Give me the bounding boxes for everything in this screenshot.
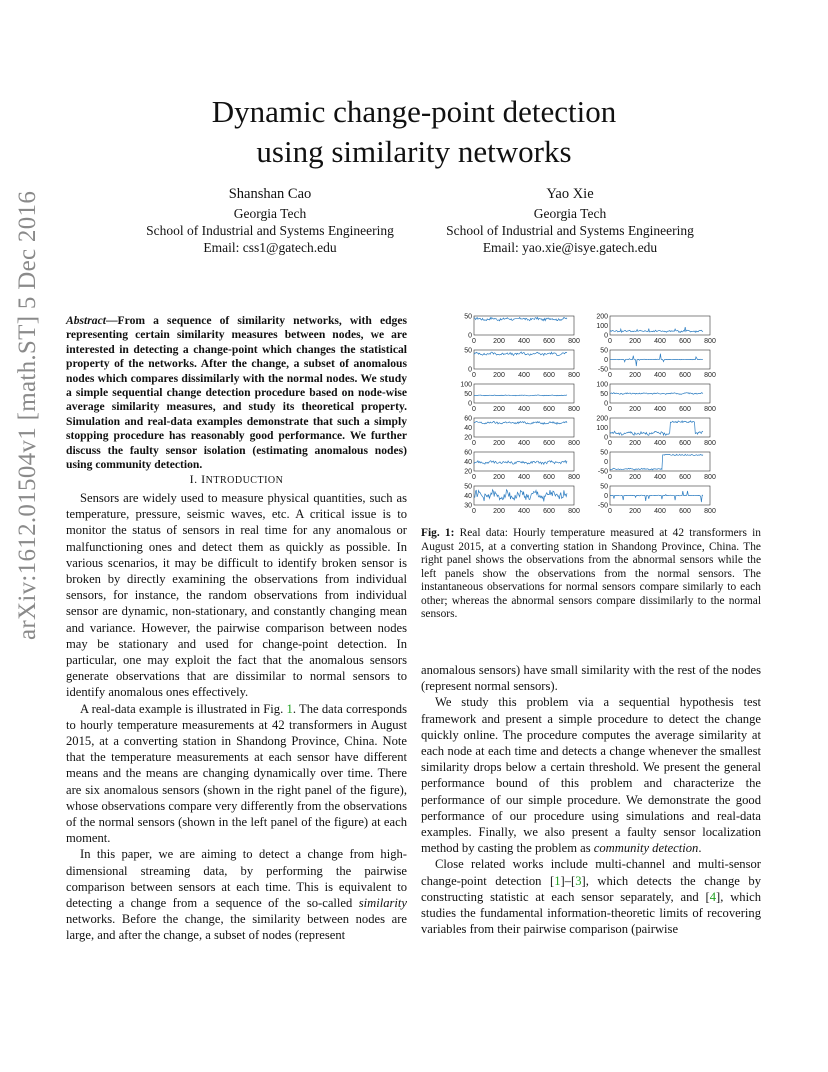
paragraph: A real-data example is illustrated in Fig. 1. The data corresponds to hourly temperature measurements at 42 transformers in August 2015, at a converting station in Shandong Province, China. Note that the temperature measurements at each sensor have different means and the means are changing dynamically over time. There are six anomalous sensors (shown in the right panel of the figure), whose observations compare very differently from the observations of the normal sensors (shown in the left panel of the figure) at each moment.	[66, 701, 407, 846]
y-tick-label: 40	[464, 458, 472, 466]
x-tick-label: 600	[543, 440, 555, 447]
x-tick-label: 600	[679, 372, 691, 379]
panel-axes	[474, 418, 574, 437]
author-email: Email: css1@gatech.edu	[203, 240, 337, 255]
x-tick-label: 400	[518, 406, 530, 413]
x-tick-label: 600	[679, 508, 691, 515]
y-tick-label: 60	[464, 449, 472, 457]
x-tick-label: 200	[629, 338, 641, 345]
x-tick-label: 200	[493, 372, 505, 379]
x-tick-label: 0	[472, 474, 476, 481]
x-tick-label: 200	[493, 440, 505, 447]
series-line	[474, 395, 567, 396]
series-line	[474, 421, 567, 424]
title-line-2: using similarity networks	[256, 134, 572, 169]
caption-label: Fig. 1:	[421, 527, 455, 539]
x-tick-label: 0	[608, 372, 612, 379]
title-line-1: Dynamic change-point detection	[211, 94, 617, 129]
x-tick-label: 400	[654, 440, 666, 447]
y-tick-label: 0	[604, 400, 608, 408]
author-department: School of Industrial and Systems Engineering	[446, 223, 694, 238]
x-tick-label: 0	[608, 440, 612, 447]
x-tick-label: 0	[608, 508, 612, 515]
x-tick-label: 800	[704, 474, 716, 481]
panel-axes	[474, 452, 574, 471]
series-line	[474, 461, 567, 465]
panel-axes	[474, 384, 574, 403]
x-tick-label: 0	[608, 406, 612, 413]
citation-link[interactable]: 1	[554, 873, 561, 888]
author-email: Email: yao.xie@isye.gatech.edu	[482, 240, 658, 255]
x-tick-label: 600	[543, 508, 555, 515]
x-tick-label: 600	[543, 372, 555, 379]
y-tick-label: 0	[604, 356, 608, 364]
y-tick-label: 30	[464, 502, 472, 510]
section-heading: I. INTRODUCTION	[189, 472, 284, 486]
y-tick-label: -50	[597, 468, 608, 476]
y-tick-label: 50	[464, 347, 472, 355]
x-tick-label: 800	[704, 508, 716, 515]
series-line	[474, 317, 567, 320]
x-tick-label: 0	[472, 406, 476, 413]
y-tick-label: -50	[597, 502, 608, 510]
y-tick-label: 0	[604, 332, 608, 340]
author-block-2	[430, 186, 710, 256]
y-tick-label: 100	[596, 424, 608, 432]
x-tick-label: 800	[704, 338, 716, 345]
x-tick-label: 0	[608, 474, 612, 481]
paragraph: We study this problem via a sequential hypothesis test framework and present a simple procedure to detect the change quickly online. The procedure computes the average similarity at each node at each time and detects a change whenever the smallest similarity drops below a certain threshold. We present the general performance bound of this problem and characterize the performance of our simple procedure. We demonstrate the good performance of our procedure using simulations and real-data examples. Finally, we also present a faulty sensor localization method by casting the problem as community detection.	[421, 695, 761, 856]
x-tick-label: 800	[568, 440, 580, 447]
y-tick-label: 50	[464, 313, 472, 321]
y-tick-label: -50	[597, 366, 608, 374]
x-tick-label: 0	[472, 372, 476, 379]
x-tick-label: 200	[629, 474, 641, 481]
paragraph: In this paper, we are aiming to detect a change from high-dimensional streaming data, by performing the pairwise comparison between sensors at each time. This is equivalent to detecting a change from a sequence of the so-called similarity networks. Before the change, the similarity between nodes are large, and after the change, a subset of nodes (represent	[66, 847, 407, 943]
y-tick-label: 0	[604, 492, 608, 500]
x-tick-label: 400	[518, 508, 530, 515]
y-tick-label: 20	[464, 468, 472, 476]
author-block-1	[110, 186, 430, 256]
author-name: Shanshan Cao	[228, 186, 312, 202]
x-tick-label: 400	[518, 440, 530, 447]
y-tick-label: 200	[596, 415, 608, 423]
x-tick-label: 400	[654, 406, 666, 413]
x-tick-label: 800	[568, 406, 580, 413]
x-tick-label: 600	[679, 440, 691, 447]
x-tick-label: 200	[493, 508, 505, 515]
y-tick-label: 40	[464, 424, 472, 432]
y-tick-label: 0	[604, 434, 608, 442]
abstract	[66, 314, 407, 472]
x-tick-label: 800	[568, 474, 580, 481]
y-tick-label: 20	[464, 434, 472, 442]
figure-1	[452, 312, 772, 522]
series-line	[474, 490, 567, 502]
paragraph: Close related works include multi-channel and multi-sensor change-point detection [1]–[3], which detects the change by constructing statistic at each sensor separately, and [4], which studies the fundamental information-theoretic limits of recovering variables from their pairwise comparison (pairwise	[421, 857, 762, 937]
x-tick-label: 200	[629, 372, 641, 379]
series-line	[610, 454, 703, 470]
x-tick-label: 200	[493, 474, 505, 481]
x-tick-label: 0	[472, 338, 476, 345]
x-tick-label: 0	[472, 508, 476, 515]
x-tick-label: 400	[654, 338, 666, 345]
y-tick-label: 0	[604, 458, 608, 466]
x-tick-label: 800	[568, 372, 580, 379]
x-tick-label: 400	[654, 372, 666, 379]
abstract-label: Abstract	[66, 314, 106, 327]
series-line	[610, 354, 703, 366]
x-tick-label: 600	[679, 406, 691, 413]
y-tick-label: 50	[464, 390, 472, 398]
series-line	[610, 327, 703, 332]
y-tick-label: 100	[596, 381, 608, 389]
citation-link[interactable]: 4	[709, 889, 717, 904]
series-line	[474, 352, 567, 356]
x-tick-label: 800	[568, 338, 580, 345]
x-tick-label: 200	[629, 508, 641, 515]
series-line	[610, 491, 703, 502]
introduction-text	[66, 490, 407, 944]
x-tick-label: 400	[518, 338, 530, 345]
author-name: Yao Xie	[546, 186, 594, 202]
figure-caption: Fig. 1: Real data: Hourly temperature measured at 42 transformers in August 2015, at a converting station in Shandong Province, China. The right panel shows the observations from the abnormal sensors while the left panels show the observations from the normal sensors. The instantaneous observations for normal sensors compare similarly to each other; whereas the abnormal sensors compare dissimilarly to the normal sensors.	[421, 527, 761, 620]
author-department: School of Industrial and Systems Engineering	[146, 223, 394, 238]
x-tick-label: 600	[543, 406, 555, 413]
y-tick-label: 60	[464, 415, 472, 423]
abstract-text: —From a sequence of similarity networks, with edges representing certain similarity measures between nodes, we are interested in detecting a change-point which changes the statistical property of the networks. After the change, a subset of anomalous nodes which compares dissimilarly with the normal nodes. We study a simple sequential change detection procedure based on node-wise average similarity measures, and study its theoretical property. Simulation and real-data examples demonstrate that such a simply stopping procedure has reasonably good performance. We further discuss the faulty sensor isolation (estimating anomalous nodes) using community detection.	[66, 314, 407, 472]
x-tick-label: 400	[518, 474, 530, 481]
figure-reference[interactable]: 1	[286, 701, 293, 716]
y-tick-label: 50	[464, 483, 472, 491]
author-affiliation: Georgia Tech	[533, 206, 607, 221]
x-tick-label: 800	[704, 372, 716, 379]
x-tick-label: 200	[493, 338, 505, 345]
paragraph: Sensors are widely used to measure physical quantities, such as temperature, pressure, seismic waves, etc. A critical issue is to monitor the status of sensors in real time for any anomalous or malfunctioning ones and detect them as quickly as possible. In various scenarios, it may be difficult to identify broken sensor is broken by directly examining the observations from individual sensors, for instance, the random observations from individual sensor are dynamic, non-stationary, and constantly changing mean and variance. However, the pairwise comparison between nodes may be stationary and used for change-point detection. In particular, one may exploit the fact that the anomalous sensors generate observations that are dissimilar to normal sensors to identify anomalous ones effectively.	[66, 491, 407, 700]
y-tick-label: 200	[596, 313, 608, 321]
y-tick-label: 50	[600, 449, 608, 457]
y-tick-label: 100	[596, 322, 608, 330]
x-tick-label: 600	[543, 338, 555, 345]
y-tick-label: 50	[600, 483, 608, 491]
x-tick-label: 600	[679, 474, 691, 481]
y-tick-label: 100	[460, 381, 472, 389]
x-tick-label: 0	[608, 338, 612, 345]
paragraph: anomalous sensors) have small similarity with the rest of the nodes (represent normal sensors).	[421, 663, 761, 694]
x-tick-label: 800	[704, 406, 716, 413]
citation-link[interactable]: 3	[575, 873, 582, 888]
x-tick-label: 800	[568, 508, 580, 515]
x-tick-label: 400	[654, 474, 666, 481]
x-tick-label: 200	[629, 406, 641, 413]
series-line	[610, 421, 703, 435]
author-affiliation: Georgia Tech	[233, 206, 307, 221]
panel-axes	[610, 452, 710, 471]
x-tick-label: 200	[493, 406, 505, 413]
x-tick-label: 600	[543, 474, 555, 481]
x-tick-label: 800	[704, 440, 716, 447]
y-tick-label: 0	[468, 400, 472, 408]
x-tick-label: 0	[472, 440, 476, 447]
x-tick-label: 600	[679, 338, 691, 345]
x-tick-label: 400	[518, 372, 530, 379]
paper-title	[0, 92, 828, 172]
right-column-text	[421, 662, 761, 937]
x-tick-label: 400	[654, 508, 666, 515]
y-tick-label: 50	[600, 347, 608, 355]
y-tick-label: 50	[600, 390, 608, 398]
y-tick-label: 40	[464, 492, 472, 500]
series-line	[610, 393, 703, 395]
y-tick-label: 0	[468, 366, 472, 374]
y-tick-label: 0	[468, 332, 472, 340]
x-tick-label: 200	[629, 440, 641, 447]
